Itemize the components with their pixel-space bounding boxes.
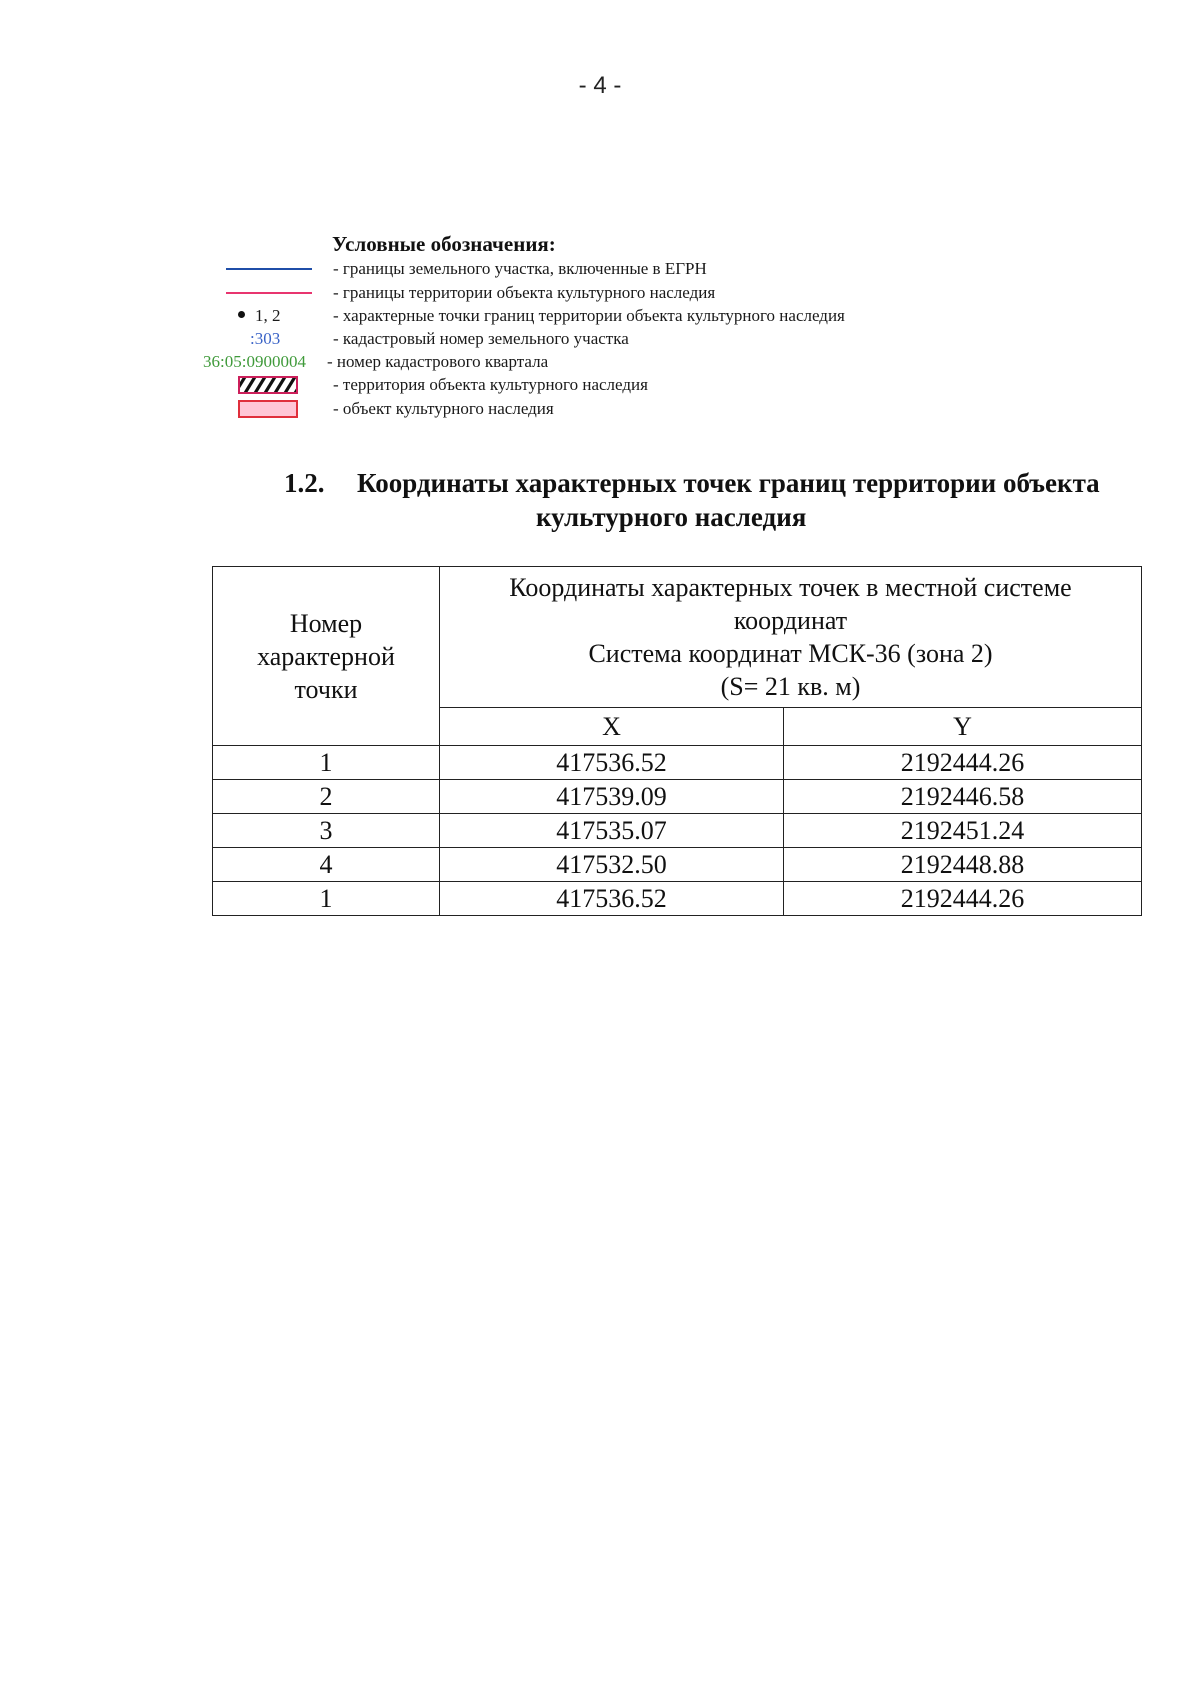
section-number: 1.2. xyxy=(284,468,325,498)
cell-y: 2192444.26 xyxy=(784,746,1142,780)
point-symbol-label: 1, 2 xyxy=(255,306,281,325)
table-row xyxy=(213,746,1142,780)
header-number-line: точки xyxy=(294,674,358,704)
cell-y: 2192451.24 xyxy=(784,814,1142,848)
legend-item-heritage-object xyxy=(0,398,1200,422)
cell-x: 417536.52 xyxy=(440,882,784,916)
table-row xyxy=(213,814,1142,848)
point-symbol xyxy=(238,305,281,327)
cell-y: 2192446.58 xyxy=(784,780,1142,814)
table-row xyxy=(213,848,1142,882)
header-coords-line: координат xyxy=(733,606,848,635)
legend-item-heritage-territory xyxy=(0,374,1200,398)
dot-icon xyxy=(238,311,245,318)
pink-box-icon xyxy=(238,400,298,418)
section-title-line2: культурного наследия xyxy=(536,502,807,532)
legend-item-parcel-number xyxy=(0,328,1200,352)
legend-description: - характерные точки границ территории объекта культурного наследия xyxy=(333,306,845,325)
legend-item-parcel-boundary xyxy=(0,258,1200,282)
quarter-number-symbol: 36:05:0900004 xyxy=(203,352,306,371)
parcel-number-symbol: :303 xyxy=(250,329,281,348)
header-number-line: характерной xyxy=(257,641,395,671)
header-coords-line: Координаты характерных точек в местной системе xyxy=(509,573,1072,602)
page-number: - 4 - xyxy=(578,72,622,99)
header-number-line: Номер xyxy=(289,608,363,638)
cell-point: 2 xyxy=(213,780,440,814)
cell-x: 417535.07 xyxy=(440,814,784,848)
header-x: X xyxy=(440,708,784,746)
table-row xyxy=(213,780,1142,814)
pink-line-symbol xyxy=(226,292,312,294)
header-coordinates xyxy=(440,567,1142,708)
cell-point: 4 xyxy=(213,848,440,882)
legend-description: - границы земельного участка, включенные в ЕГРН xyxy=(333,259,707,278)
table-row xyxy=(213,882,1142,916)
header-coords-line: Система координат МСК-36 (зона 2) xyxy=(588,639,993,668)
legend-description: - территория объекта культурного наследия xyxy=(333,375,648,394)
cell-x: 417532.50 xyxy=(440,848,784,882)
section-title-line1: Координаты характерных точек границ территории объекта xyxy=(357,468,1100,498)
hatch-box-icon xyxy=(238,376,298,394)
cell-y: 2192448.88 xyxy=(784,848,1142,882)
cell-x: 417536.52 xyxy=(440,746,784,780)
coordinates-table xyxy=(212,566,1142,916)
legend-item-characteristic-points xyxy=(0,305,1200,329)
legend-description: - объект культурного наследия xyxy=(333,399,554,418)
legend-description: - границы территории объекта культурного наследия xyxy=(333,283,716,302)
cell-point: 1 xyxy=(213,882,440,916)
cell-point: 1 xyxy=(213,746,440,780)
legend-description: - кадастровый номер земельного участка xyxy=(333,329,629,348)
legend-description: - номер кадастрового квартала xyxy=(327,352,549,371)
cell-x: 417539.09 xyxy=(440,780,784,814)
legend-item-cadastral-quarter xyxy=(0,351,1200,375)
header-point-number xyxy=(213,567,440,746)
header-y: Y xyxy=(784,708,1142,746)
legend-title: Условные обозначения: xyxy=(332,232,556,256)
header-coords-line: (S= 21 кв. м) xyxy=(720,672,861,701)
cell-y: 2192444.26 xyxy=(784,882,1142,916)
blue-line-symbol xyxy=(226,268,312,270)
legend-item-heritage-boundary xyxy=(0,282,1200,306)
cell-point: 3 xyxy=(213,814,440,848)
table-header-row xyxy=(213,567,1142,708)
